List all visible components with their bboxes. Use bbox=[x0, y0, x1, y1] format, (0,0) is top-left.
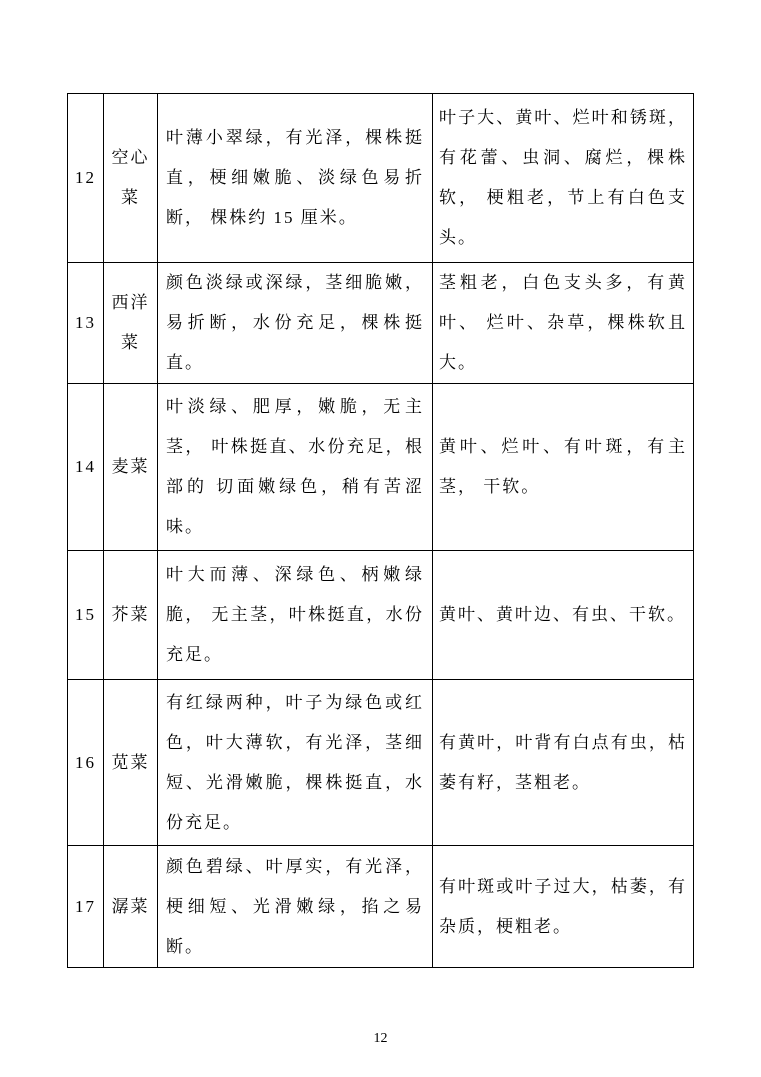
vegetable-name: 空心菜 bbox=[104, 94, 158, 263]
row-number: 13 bbox=[68, 263, 104, 384]
defect-criteria: 黄叶、黄叶边、有虫、干软。 bbox=[433, 551, 694, 680]
vegetable-quality-table bbox=[67, 93, 694, 968]
defect-criteria: 茎粗老，白色支头多，有黄叶、 烂叶、杂草，棵株软且大。 bbox=[433, 263, 694, 384]
vegetable-name: 潺菜 bbox=[104, 846, 158, 968]
table-row bbox=[68, 551, 694, 680]
quality-criteria: 有红绿两种，叶子为绿色或红色，叶大薄软，有光泽，茎细短、光滑嫩脆，棵株挺直，水份充足。 bbox=[158, 680, 433, 846]
vegetable-name: 苋菜 bbox=[104, 680, 158, 846]
quality-criteria: 颜色淡绿或深绿，茎细脆嫩，易折断，水份充足，棵株挺直。 bbox=[158, 263, 433, 384]
vegetable-name: 麦菜 bbox=[104, 384, 158, 551]
quality-criteria: 叶大而薄、深绿色、柄嫩绿脆， 无主茎，叶株挺直，水份充足。 bbox=[158, 551, 433, 680]
quality-criteria: 颜色碧绿、叶厚实，有光泽，梗细短、光滑嫩绿，掐之易断。 bbox=[158, 846, 433, 968]
quality-criteria: 叶薄小翠绿，有光泽，棵株挺直，梗细嫩脆、淡绿色易折断， 棵株约 15 厘米。 bbox=[158, 94, 433, 263]
table-row bbox=[68, 94, 694, 263]
row-number: 12 bbox=[68, 94, 104, 263]
quality-criteria: 叶淡绿、肥厚，嫩脆，无主茎， 叶株挺直、水份充足，根部的 切面嫩绿色，稍有苦涩味。 bbox=[158, 384, 433, 551]
defect-criteria: 叶子大、黄叶、烂叶和锈斑，有花蕾、虫洞、腐烂，棵株软， 梗粗老，节上有白色支头。 bbox=[433, 94, 694, 263]
row-number: 17 bbox=[68, 846, 104, 968]
defect-criteria: 有叶斑或叶子过大，枯萎，有杂质，梗粗老。 bbox=[433, 846, 694, 968]
row-number: 15 bbox=[68, 551, 104, 680]
vegetable-name: 芥菜 bbox=[104, 551, 158, 680]
defect-criteria: 黄叶、烂叶、有叶斑，有主茎， 干软。 bbox=[433, 384, 694, 551]
vegetable-name: 西洋菜 bbox=[104, 263, 158, 384]
defect-criteria: 有黄叶，叶背有白点有虫，枯萎有籽，茎粗老。 bbox=[433, 680, 694, 846]
table-row bbox=[68, 384, 694, 551]
row-number: 14 bbox=[68, 384, 104, 551]
table-row bbox=[68, 680, 694, 846]
page-number: 12 bbox=[373, 1031, 388, 1046]
table-row bbox=[68, 263, 694, 384]
row-number: 16 bbox=[68, 680, 104, 846]
table-row bbox=[68, 846, 694, 968]
